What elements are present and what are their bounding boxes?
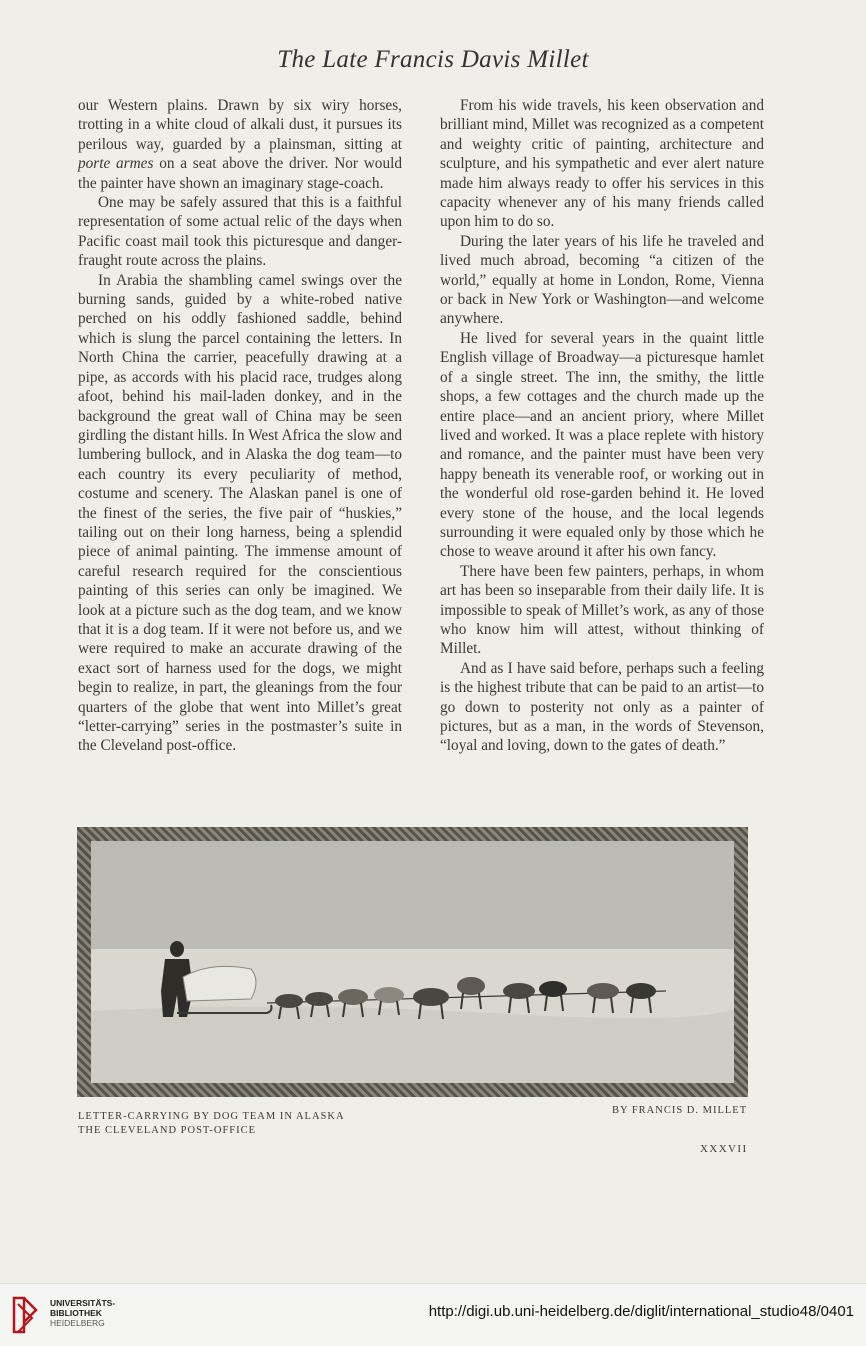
left-paragraph-1-rest: on a seat above the driver. Nor would the painter have shown an imaginary stage-coach. (78, 155, 403, 192)
left-paragraph-3: In Arabia the shambling camel swings over the burning sands, guided by a white-robed native perched on his oddly fashioned saddle, behind which is slung the parcel containing the letters. In North China the carrier, peacefully drawing at a pipe, as accords with his placid race, trudges along afoot, behind his mail-laden donkey, and in the background the great wall of China may be seen girdling the distant hills. In West Africa the slow and lumbering bullock, and in Alaska the dog team—to each country its every peculiarity of method, costume and scenery. The Alaskan panel is one of the finest of the series, the five pair of “huskies,” tailing out on their long harness, being a splendid piece of animal painting. The immense amount of careful research required for the conscientious painting of this series can only be imagined. We look at a picture such as the dog team, and we know that it is a dog team. If it were not before us, and we were required to make an accurate drawing of the exact sort of harness used for the dogs, we might begin to realize, in part, the gleanings from the four quarters of the globe that went into Millet’s great “letter-carrying” series in the postmaster’s suite in the Cleveland post-office. (78, 271, 402, 755)
left-paragraph-1 (78, 96, 402, 193)
left-text-column (78, 96, 402, 756)
dog-team-painting (91, 841, 734, 1083)
right-paragraph-2: During the later years of his life he traveled and lived much abroad, becoming “a citizen of the world,” equally at home in London, Rome, Vienna or back in New York or Washington—and welcome anywhere. (440, 232, 764, 328)
left-paragraph-2: One may be safely assured that this is a faithful representation of some actual relic of the days when Pacific coast mail took this picturesque and danger-fraught route across the plains. (78, 194, 402, 270)
right-paragraph-5: And as I have said before, perhaps such a feeling is the highest tribute that can be paid to an artist—to go down to posterity not only as a painter of pictures, but as a man, in the words of Stevenson, “loyal and loving, down to the gates of death.” (440, 659, 764, 755)
artist-credit: BY FRANCIS D. MILLET (612, 1105, 748, 1116)
italic-phrase: porte armes (78, 155, 154, 173)
permalink-url[interactable]: http://digi.ub.uni-heidelberg.de/diglit/international_studio48/0401 (428, 1303, 854, 1320)
painting-plate (77, 827, 748, 1097)
right-paragraph-1: From his wide travels, his keen observation and brilliant mind, Millet was recognized as a competent and weighty critic of painting, architecture and sculpture, and his sympathetic and ever alert nature made him always ready to offer his services in this capacity whenever any of his many friends called upon him to do so. (440, 97, 764, 231)
page-title: The Late Francis Davis Millet (277, 46, 589, 73)
library-name-line-3: HEIDELBERG (50, 1318, 105, 1328)
library-footer (0, 1283, 866, 1346)
left-paragraph-1-text: our Western plains. Drawn by six wiry horses, trotting in a white cloud of alkali dust, it pursues its perilous way, guarded by a plainsman, sitting at (78, 97, 402, 153)
caption-line-2: THE CLEVELAND POST-OFFICE (78, 1125, 257, 1136)
page-number: XXXVII (700, 1143, 748, 1155)
caption-line-1: LETTER-CARRYING BY DOG TEAM IN ALASKA (78, 1111, 345, 1122)
right-text-column (440, 96, 764, 756)
right-paragraph-4: There have been few painters, perhaps, in whom art has been so inseparable from their daily life. It is impossible to speak of Millet’s work, as any of those who know him will attest, without thinking of Millet. (440, 562, 764, 658)
dog-team-illustration (91, 841, 734, 1083)
library-name-line-1: UNIVERSITÄTS- (50, 1298, 116, 1308)
library-name-line-2: BIBLIOTHEK (50, 1308, 102, 1318)
right-paragraph-3: He lived for several years in the quaint little English village of Broadway—a picturesque hamlet of a single street. The inn, the smithy, the little shops, a few cottages and the church made up the entire place—and an ancient priory, where Millet lived and worked. It was a place replete with history and romance, and the painter must have been very happy beneath its venerable roof, or working out in the wonderful old rose-garden behind it. He loved every stone of the house, and the local legends surrounding it were equaled only by those which he chose to weave around it after his own fancy. (440, 329, 764, 561)
university-library-logo-icon[interactable] (10, 1292, 44, 1338)
